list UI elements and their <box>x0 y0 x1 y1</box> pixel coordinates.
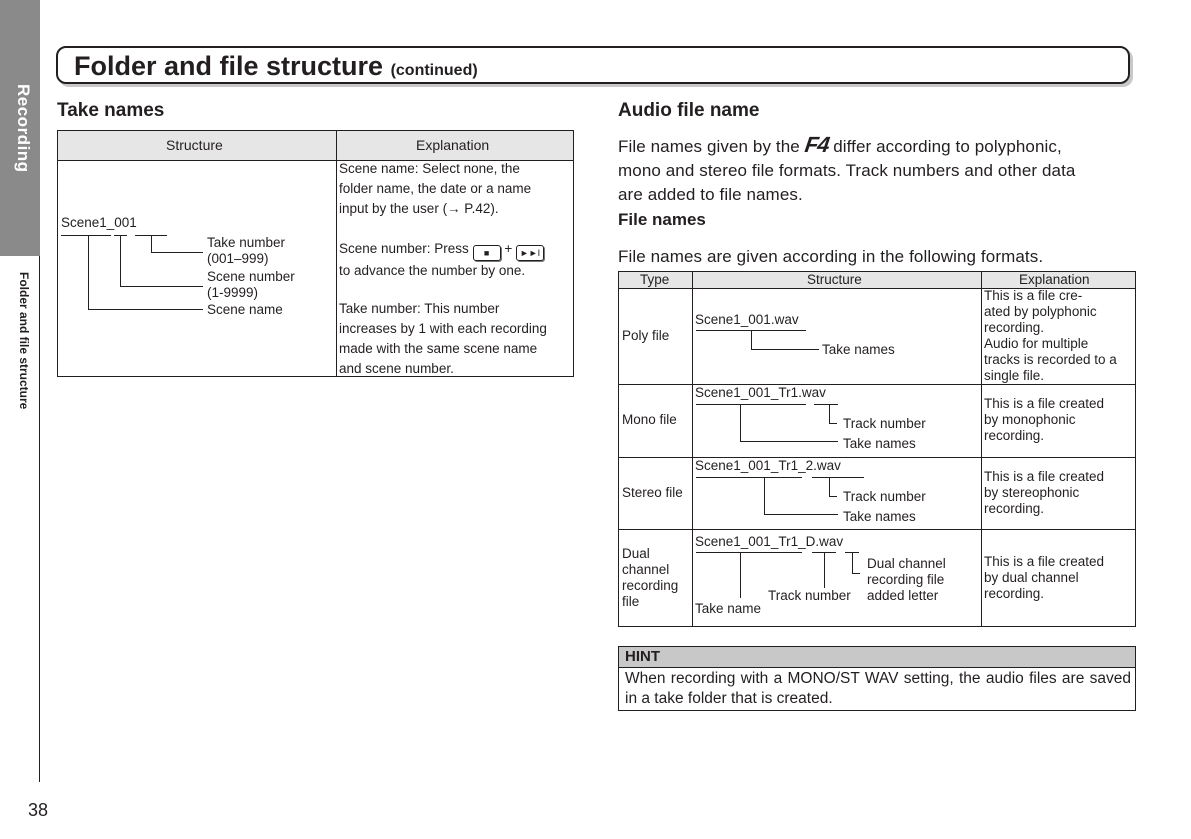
row-mono-explanation <box>984 396 1104 444</box>
exp-line: This is a file created <box>984 554 1105 569</box>
diagram-line <box>120 235 121 287</box>
diagram-line <box>829 496 837 497</box>
exp-scene-name <box>339 159 573 219</box>
diagram-line <box>88 309 203 310</box>
exp-line: recording. <box>984 501 1045 516</box>
row-dual-track-label: Track number <box>768 588 851 603</box>
audio-intro <box>618 133 1136 207</box>
diagram-line <box>151 235 152 253</box>
diagram-line <box>764 514 838 515</box>
take-number-label <box>207 235 285 267</box>
page-title <box>74 51 478 82</box>
exp-line: This is a file cre- <box>984 288 1083 303</box>
exp-line: recording. <box>984 320 1045 335</box>
row-stereo-type: Stereo file <box>622 485 683 500</box>
exp-line: to advance the number by one. <box>339 263 526 278</box>
label-line: Dual channel <box>867 556 946 571</box>
audio-intro-line2: mono and stereo file formats. Track numbers and other data <box>618 161 1076 180</box>
next-key-icon: ►►I <box>516 245 544 261</box>
exp-line: Take number: This number <box>339 301 500 316</box>
diagram-line <box>696 404 806 405</box>
label-line: added letter <box>867 588 939 603</box>
sidebar-section-label: Recording <box>14 84 33 173</box>
page-number: 38 <box>28 800 49 820</box>
f4-logo: F4 <box>802 132 831 157</box>
diagram-line <box>829 404 830 424</box>
page-title-box <box>56 46 1130 84</box>
hint-header <box>619 647 1135 668</box>
row-dual-letter-label <box>867 556 946 604</box>
diagram-line <box>88 235 89 310</box>
row-dual-file: Scene1_001_Tr1_D.wav <box>695 534 844 549</box>
diagram-line <box>696 552 802 553</box>
exp-line: single file. <box>984 368 1045 383</box>
col-structure: Structure <box>807 272 862 287</box>
col-type: Type <box>640 272 670 287</box>
row-stereo-take-label: Take names <box>843 509 916 524</box>
label-line: recording file <box>867 572 945 587</box>
exp-line: folder name, the date or a name <box>339 181 532 196</box>
row-stereo-track-label: Track number <box>843 489 926 504</box>
file-names-table <box>618 271 1136 627</box>
take-names-heading: Take names <box>57 100 165 121</box>
sidebar-chapter-label: Folder and file structure <box>17 272 31 410</box>
exp-line: Audio for multiple <box>984 336 1089 351</box>
stop-key-icon: ■ <box>473 245 501 261</box>
diagram-line <box>740 552 741 598</box>
type-line: channel <box>622 562 670 577</box>
exp-scene-number <box>339 239 573 281</box>
row-mono-type: Mono file <box>622 412 677 427</box>
exp-line: by dual channel <box>984 570 1079 585</box>
row-divider <box>619 529 1135 530</box>
row-poly-type: Poly file <box>622 328 670 343</box>
take-names-col-divider <box>336 131 337 376</box>
exp-line: by monophonic <box>984 412 1076 427</box>
table-col-divider <box>692 272 693 626</box>
diagram-line <box>696 477 802 478</box>
row-poly-file: Scene1_001.wav <box>695 312 799 327</box>
exp-line: recording. <box>984 586 1045 601</box>
exp-line <box>339 239 573 261</box>
diagram-line <box>740 404 741 442</box>
sidebar-rule <box>39 256 40 782</box>
exp-line: This is a file created <box>984 396 1105 411</box>
diagram-line <box>751 349 819 350</box>
row-poly-label: Take names <box>822 342 895 357</box>
exp-line: recording. <box>984 428 1045 443</box>
type-line: file <box>622 594 640 609</box>
page-title-sub: (continued) <box>390 62 478 79</box>
take-number-label-text: Take number <box>207 235 286 250</box>
file-names-subheading: File names <box>618 210 706 229</box>
row-stereo-explanation <box>984 469 1104 517</box>
diagram-line <box>751 330 752 350</box>
diagram-line <box>852 552 853 574</box>
row-dual-take-label: Take name <box>695 601 762 616</box>
row-mono-file: Scene1_001_Tr1.wav <box>695 385 826 400</box>
take-names-table <box>57 130 574 377</box>
diagram-line <box>740 441 838 442</box>
diagram-line <box>812 477 864 478</box>
exp-line: increases by 1 with each recording <box>339 321 547 336</box>
page-title-main: Folder and file structure <box>74 51 384 81</box>
diagram-line <box>829 477 830 497</box>
audio-file-name-heading: Audio file name <box>618 100 760 121</box>
exp-line: Scene name: Select none, the <box>339 161 520 176</box>
diagram-line <box>61 235 111 236</box>
take-example-name: Scene1_001 <box>61 215 137 230</box>
scene-number-label-text: Scene number <box>207 269 295 284</box>
diagram-line <box>764 477 765 515</box>
exp-line: by stereophonic <box>984 485 1080 500</box>
row-dual-explanation <box>984 554 1104 602</box>
diagram-line <box>814 404 838 405</box>
exp-line: made with the same scene name <box>339 341 538 356</box>
take-number-range: (001–999) <box>207 251 269 266</box>
exp-line: input by the user (→ P.42). <box>339 201 499 216</box>
take-names-header <box>58 131 573 161</box>
audio-intro-line3: are added to file names. <box>618 185 803 204</box>
exp-line: tracks is recorded to a <box>984 352 1117 367</box>
table-col-divider <box>981 272 982 626</box>
hint-title: HINT <box>625 648 660 665</box>
type-line: recording <box>622 578 679 593</box>
exp-plus: + <box>504 241 513 256</box>
hint-box <box>618 646 1136 711</box>
audio-intro-line1 <box>618 133 1136 159</box>
row-dual-type <box>622 546 678 610</box>
row-poly-explanation <box>984 288 1117 384</box>
diagram-line <box>120 286 203 287</box>
exp-line: and scene number. <box>339 361 454 376</box>
type-line: Dual <box>622 546 650 561</box>
intro-text: differ according to polyphonic, <box>833 137 1062 156</box>
exp-line: This is a file created <box>984 469 1105 484</box>
intro-text: File names given by the <box>618 137 800 156</box>
row-mono-track-label: Track number <box>843 416 926 431</box>
diagram-line <box>852 573 860 574</box>
scene-name-label: Scene name <box>207 302 283 317</box>
scene-number-label <box>207 269 295 301</box>
formats-line: File names are given according in the following formats. <box>618 247 1044 266</box>
scene-number-range: (1-9999) <box>207 285 259 300</box>
diagram-line <box>151 252 203 253</box>
diagram-line <box>824 552 825 588</box>
exp-text: Scene number: Press <box>339 241 469 256</box>
take-col-explanation: Explanation <box>416 137 490 153</box>
row-mono-take-label: Take names <box>843 436 916 451</box>
row-stereo-file: Scene1_001_Tr1_2.wav <box>695 458 841 473</box>
take-col-structure: Structure <box>166 137 223 153</box>
col-explanation: Explanation <box>1019 272 1090 287</box>
hint-body: When recording with a MONO/ST WAV setting, the audio files are saved in a take folder that is created. <box>625 670 1131 707</box>
exp-take-number <box>339 299 573 379</box>
diagram-line <box>829 423 837 424</box>
exp-line: ated by polyphonic <box>984 304 1097 319</box>
